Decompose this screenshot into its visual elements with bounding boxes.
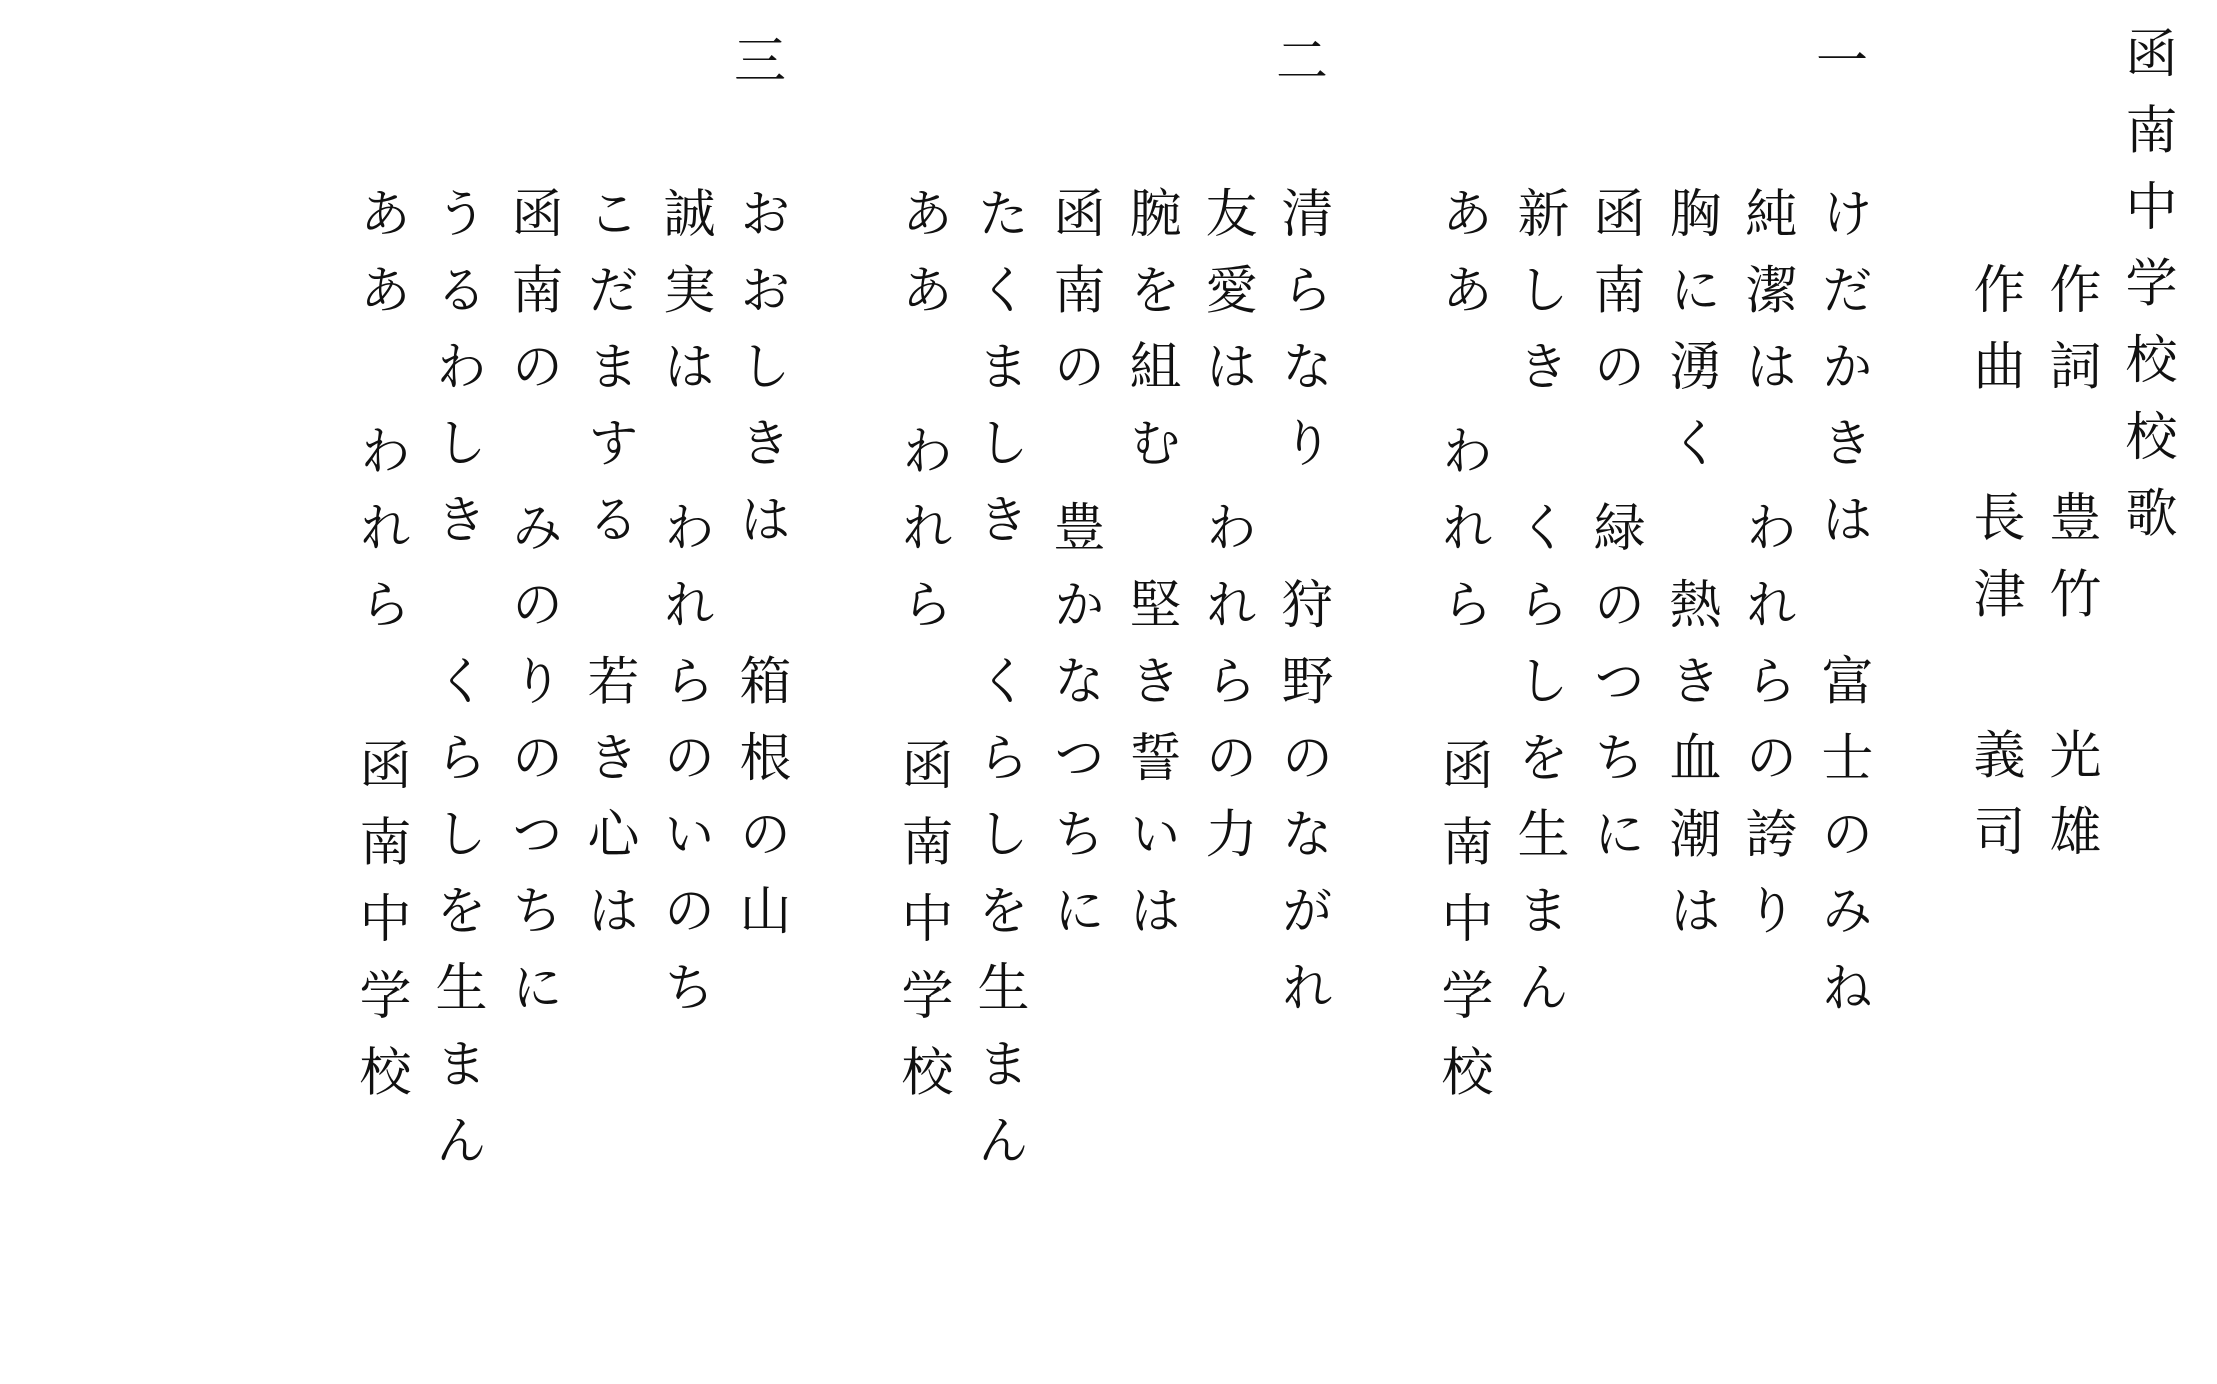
verse-3-line-1: おおしきは 箱根の山	[730, 186, 790, 960]
verse-number-1: 一	[1816, 32, 1869, 92]
verse-3-line-4: 函南の みのりのつちに	[502, 186, 562, 1037]
verse-2-line-3: 腕を組む 堅き誓いは	[1120, 186, 1180, 960]
verse-2-line-4: 函南の 豊かなつちに	[1044, 186, 1104, 960]
verse-number-3: 三	[734, 32, 787, 92]
verse-2-line-5: たくましき くらしを生まん	[968, 186, 1028, 1190]
composer-label: 作曲	[1964, 262, 2024, 416]
lyricist-name: 豊竹 光雄	[2040, 490, 2100, 881]
verse-1-line-2: 純潔は われらの誇り	[1736, 186, 1796, 960]
composer-name: 長津 義司	[1964, 490, 2024, 881]
verse-number-2: 二	[1276, 32, 1329, 92]
verse-1-line-6: ああ われら 函南中学校	[1432, 186, 1492, 1122]
verse-3-line-5: うるわしき くらしを生まん	[426, 186, 486, 1190]
verse-3-line-6: ああ われら 函南中学校	[350, 186, 410, 1122]
verse-3-line-3: こだまする 若き心は	[578, 186, 638, 960]
verse-1-line-5: 新しき くらしを生まん	[1508, 186, 1568, 1037]
verse-3-line-2: 誠実は われらのいのち	[654, 186, 714, 1037]
verse-2-line-1: 清らなり 狩野のながれ	[1272, 186, 1332, 1037]
song-title: 函南中学校校歌	[2116, 26, 2176, 563]
verse-2-line-6: ああ われら 函南中学校	[892, 186, 952, 1122]
lyricist-label: 作詞	[2040, 262, 2100, 416]
verse-1-line-1: けだかきは 富士のみね	[1812, 186, 1872, 1037]
verse-1-line-3: 胸に湧く 熱き血潮は	[1660, 186, 1720, 960]
verse-2-line-2: 友愛は われらの力	[1196, 186, 1256, 884]
verse-1-line-4: 函南の 緑のつちに	[1584, 186, 1644, 884]
